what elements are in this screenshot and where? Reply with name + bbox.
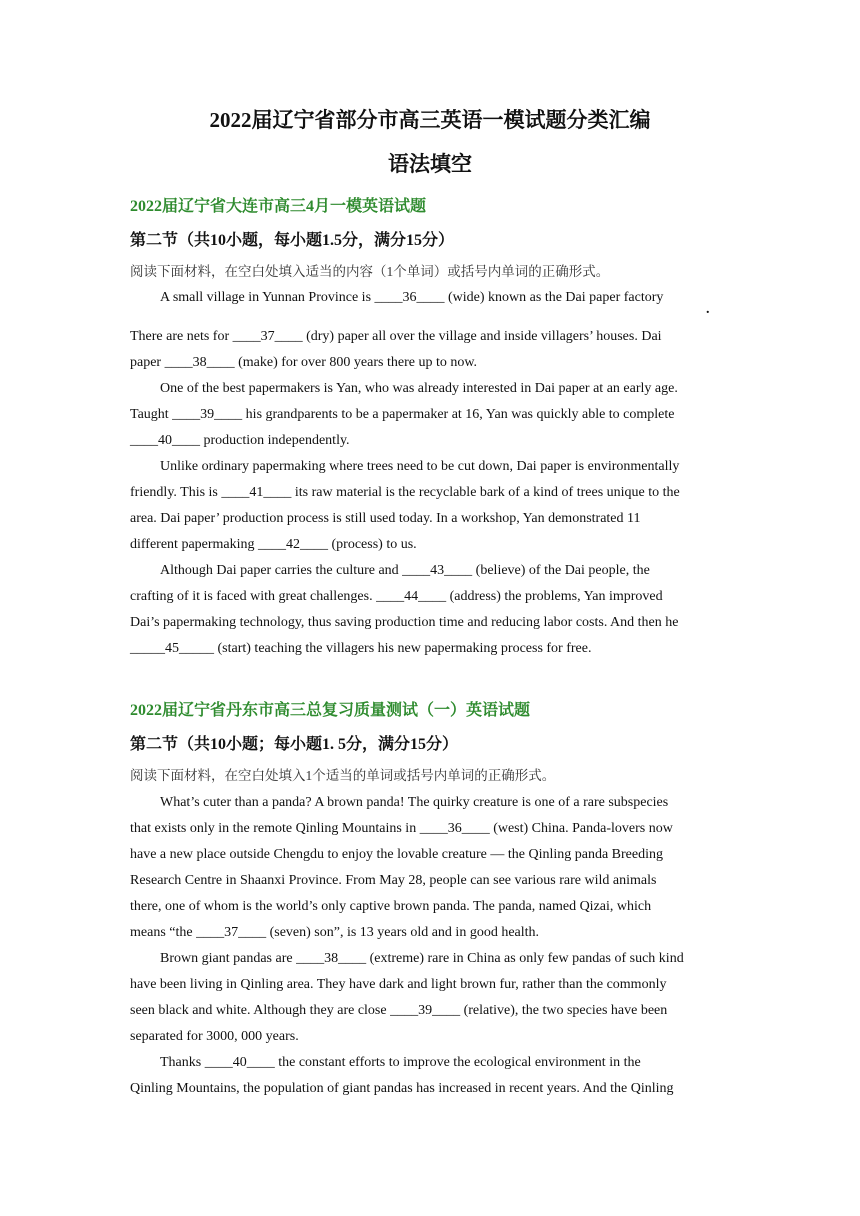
section-1-instruction: 阅读下面材料，在空白处填入适当的内容（1个单词）或括号内单词的正确形式。	[130, 264, 610, 279]
trailing-mark: .	[706, 302, 710, 317]
passage-line: paper ____38____ (make) for over 800 years there up to now.	[130, 355, 478, 370]
passage-line: Although Dai paper carries the culture and ____43____ (believe) of the Dai people, the	[160, 563, 650, 578]
passage-line: seen black and white. Although they are close ____39____ (relative), the two species have been	[130, 1003, 668, 1018]
passage-line: Research Centre in Shaanxi Province. From May 28, people can see various rare wild animals	[130, 873, 657, 888]
section-1-part-heading: 第二节（共10小题，每小题1.5分，满分15分）	[130, 232, 455, 249]
section-2-instruction: 阅读下面材料，在空白处填入1个适当的单词或括号内单词的正确形式。	[130, 768, 556, 783]
passage-line: have been living in Qinling area. They have dark and light brown fur, rather than the commonly	[130, 977, 667, 992]
passage-line: crafting of it is faced with great challenges. ____44____ (address) the problems, Yan improved	[130, 589, 663, 604]
passage-line: Dai’s papermaking technology, thus saving production time and reducing labor costs. And then he	[130, 615, 679, 630]
passage-line: Brown giant pandas are ____38____ (extreme) rare in China as only few pandas of such kind	[160, 951, 684, 966]
passage-line: Taught ____39____ his grandparents to be a papermaker at 16, Yan was quickly able to complete	[130, 407, 675, 422]
passage-line: there, one of whom is the world’s only captive brown panda. The panda, named Qizai, which	[130, 899, 652, 914]
passage-line: Thanks ____40____ the constant efforts to improve the ecological environment in the	[160, 1055, 641, 1070]
passage-line: There are nets for ____37____ (dry) paper all over the village and inside villagers’ houses. Dai	[130, 329, 662, 344]
passage-line: friendly. This is ____41____ its raw material is the recyclable bark of a kind of trees unique to the	[130, 485, 680, 500]
passage-line: A small village in Yunnan Province is ____36____ (wide) known as the Dai paper factory	[160, 290, 664, 305]
passage-line: that exists only in the remote Qinling Mountains in ____36____ (west) China. Panda-lovers now	[130, 821, 673, 836]
passage-line: _____45_____ (start) teaching the villagers his new papermaking process for free.	[130, 641, 592, 656]
section-1-heading: 2022届辽宁省大连市高三4月一模英语试题	[130, 198, 427, 215]
document-subtitle: 语法填空	[388, 152, 472, 176]
document-title: 2022届辽宁省部分市高三英语一模试题分类汇编	[209, 108, 651, 132]
passage-line: ____40____ production independently.	[130, 433, 350, 448]
passage-line: different papermaking ____42____ (process) to us.	[130, 537, 417, 552]
passage-line: What’s cuter than a panda? A brown panda! The quirky creature is one of a rare subspecies	[160, 795, 669, 810]
section-2-part-heading: 第二节（共10小题；每小题1. 5分，满分15分）	[130, 736, 459, 753]
section-2-heading: 2022届辽宁省丹东市高三总复习质量测试（一）英语试题	[130, 702, 531, 719]
passage-line: One of the best papermakers is Yan, who was already interested in Dai paper at an early age.	[160, 381, 678, 396]
passage-line: separated for 3000, 000 years.	[130, 1029, 299, 1044]
passage-line: Qinling Mountains, the population of giant pandas has increased in recent years. And the Qinling	[130, 1081, 674, 1096]
passage-line: area. Dai paper’ production process is still used today. In a workshop, Yan demonstrated 11	[130, 511, 641, 526]
passage-line: means “the ____37____ (seven) son”, is 13 years old and in good health.	[130, 925, 540, 940]
passage-line: have a new place outside Chengdu to enjoy the lovable creature — the Qinling panda Breeding	[130, 847, 663, 862]
passage-line: Unlike ordinary papermaking where trees need to be cut down, Dai paper is environmentally	[160, 459, 680, 474]
